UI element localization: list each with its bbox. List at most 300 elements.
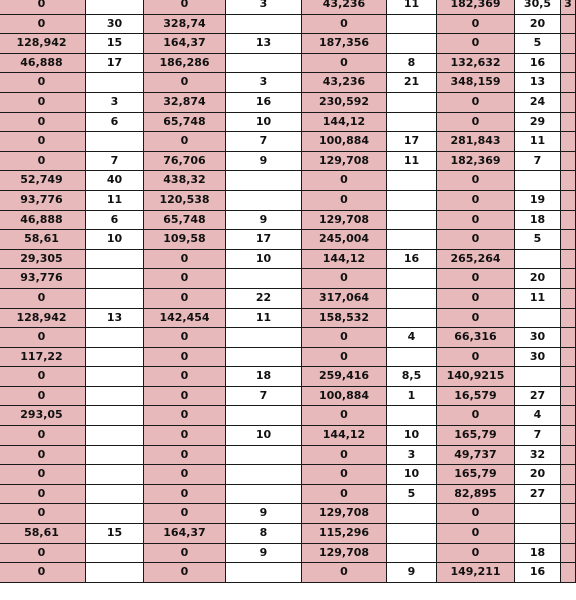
table-cell-e[interactable]: 187,356: [302, 34, 387, 54]
table-cell-i[interactable]: [561, 210, 576, 230]
table-cell-f[interactable]: [387, 524, 437, 544]
table-cell-a[interactable]: 0: [0, 484, 86, 504]
table-row: [0, 53, 576, 73]
table-row: [0, 269, 576, 289]
table-cell-i[interactable]: [561, 249, 576, 269]
table-cell-h[interactable]: 19: [515, 190, 561, 210]
table-cell-c[interactable]: 76,706: [144, 151, 226, 171]
table-cell-c[interactable]: 0: [144, 484, 226, 504]
table-cell-b[interactable]: 15: [86, 34, 144, 54]
table-cell-h[interactable]: 11: [515, 132, 561, 152]
table-cell-c[interactable]: 0: [144, 563, 226, 583]
table-cell-e[interactable]: 158,532: [302, 308, 387, 328]
table-row: [0, 0, 576, 14]
table-cell-a[interactable]: 0: [0, 504, 86, 524]
table-cell-d[interactable]: [226, 465, 302, 485]
table-cell-a[interactable]: 0: [0, 386, 86, 406]
table-cell-a[interactable]: 58,61: [0, 524, 86, 544]
table-cell-i[interactable]: [561, 92, 576, 112]
table-cell-d[interactable]: [226, 328, 302, 348]
table-cell-c[interactable]: 109,58: [144, 230, 226, 250]
table-cell-d[interactable]: [226, 406, 302, 426]
table-cell-e[interactable]: 144,12: [302, 249, 387, 269]
table-cell-f[interactable]: [387, 92, 437, 112]
table-cell-d[interactable]: [226, 563, 302, 583]
table-cell-d[interactable]: [226, 445, 302, 465]
table-cell-b[interactable]: 3: [86, 92, 144, 112]
table-cell-c[interactable]: 120,538: [144, 190, 226, 210]
table-row: [0, 151, 576, 171]
table-cell-f[interactable]: 8,5: [387, 367, 437, 387]
table-cell-h[interactable]: 27: [515, 484, 561, 504]
table-cell-i[interactable]: [561, 445, 576, 465]
table-row: [0, 347, 576, 367]
table-cell-c[interactable]: 0: [144, 386, 226, 406]
table-cell-e[interactable]: 230,592: [302, 92, 387, 112]
table-cell-h[interactable]: 18: [515, 543, 561, 563]
table-cell-h[interactable]: 7: [515, 426, 561, 446]
table-cell-h[interactable]: 32: [515, 445, 561, 465]
table-cell-h[interactable]: 11: [515, 288, 561, 308]
table-cell-i[interactable]: [561, 230, 576, 250]
table-cell-b[interactable]: [86, 426, 144, 446]
table-cell-f[interactable]: [387, 504, 437, 524]
table-cell-a[interactable]: 0: [0, 151, 86, 171]
table-cell-a[interactable]: 58,61: [0, 230, 86, 250]
table-cell-g[interactable]: 182,369: [437, 151, 515, 171]
table-row: [0, 465, 576, 485]
table-cell-i[interactable]: [561, 465, 576, 485]
table-cell-e[interactable]: 317,064: [302, 288, 387, 308]
table-cell-e[interactable]: 100,884: [302, 386, 387, 406]
table-cell-c[interactable]: 0: [144, 543, 226, 563]
table-cell-c[interactable]: 65,748: [144, 112, 226, 132]
table-cell-b[interactable]: [86, 288, 144, 308]
table-cell-g[interactable]: 0: [437, 190, 515, 210]
table-cell-g[interactable]: 149,211: [437, 563, 515, 583]
table-cell-d[interactable]: [226, 269, 302, 289]
table-cell-f[interactable]: [387, 230, 437, 250]
table-cell-h[interactable]: [515, 308, 561, 328]
table-cell-i[interactable]: [561, 190, 576, 210]
table-row: [0, 406, 576, 426]
table-cell-c[interactable]: 0: [144, 269, 226, 289]
table-cell-f[interactable]: [387, 406, 437, 426]
table-cell-i[interactable]: [561, 14, 576, 34]
table-cell-e[interactable]: 259,416: [302, 367, 387, 387]
table-cell-b[interactable]: [86, 367, 144, 387]
table-cell-i[interactable]: [561, 406, 576, 426]
table-cell-h[interactable]: 20: [515, 269, 561, 289]
table-cell-c[interactable]: 0: [144, 426, 226, 446]
table-cell-a[interactable]: 0: [0, 14, 86, 34]
table-cell-g[interactable]: 16,579: [437, 386, 515, 406]
table-cell-i[interactable]: [561, 347, 576, 367]
table-cell-e[interactable]: 0: [302, 445, 387, 465]
table-cell-d[interactable]: 13: [226, 34, 302, 54]
table-cell-h[interactable]: 20: [515, 14, 561, 34]
table-cell-b[interactable]: [86, 465, 144, 485]
table-row: [0, 14, 576, 34]
table-cell-e[interactable]: 0: [302, 53, 387, 73]
table-cell-e[interactable]: 0: [302, 347, 387, 367]
table-cell-d[interactable]: 22: [226, 288, 302, 308]
table-row: [0, 426, 576, 446]
table-cell-f[interactable]: [387, 171, 437, 191]
table-cell-f[interactable]: 16: [387, 249, 437, 269]
table-cell-a[interactable]: 128,942: [0, 308, 86, 328]
table-row: [0, 367, 576, 387]
table-cell-i[interactable]: [561, 308, 576, 328]
table-cell-a[interactable]: 0: [0, 465, 86, 485]
table-cell-a[interactable]: 0: [0, 288, 86, 308]
table-cell-f[interactable]: 5: [387, 484, 437, 504]
table-cell-b[interactable]: [86, 386, 144, 406]
table-cell-g[interactable]: 182,369: [437, 0, 515, 14]
table-cell-b[interactable]: [86, 484, 144, 504]
table-cell-d[interactable]: 7: [226, 132, 302, 152]
table-cell-d[interactable]: 3: [226, 0, 302, 14]
table-cell-a[interactable]: 46,888: [0, 53, 86, 73]
table-cell-f[interactable]: 3: [387, 445, 437, 465]
table-cell-d[interactable]: [226, 171, 302, 191]
table-cell-i[interactable]: [561, 367, 576, 387]
table-cell-a[interactable]: 0: [0, 367, 86, 387]
table-cell-c[interactable]: 65,748: [144, 210, 226, 230]
table-cell-g[interactable]: 0: [437, 288, 515, 308]
table-cell-i[interactable]: [561, 132, 576, 152]
table-cell-c[interactable]: 0: [144, 73, 226, 93]
table-row: [0, 563, 576, 583]
table-cell-e[interactable]: 144,12: [302, 112, 387, 132]
table-cell-e[interactable]: 0: [302, 563, 387, 583]
table-cell-h[interactable]: [515, 504, 561, 524]
table-cell-h[interactable]: 4: [515, 406, 561, 426]
table-cell-b[interactable]: [86, 132, 144, 152]
table-cell-c[interactable]: 0: [144, 445, 226, 465]
table-cell-e[interactable]: 43,236: [302, 0, 387, 14]
table-cell-h[interactable]: 30,5: [515, 0, 561, 14]
table-cell-i[interactable]: [561, 563, 576, 583]
table-row: [0, 210, 576, 230]
table-cell-f[interactable]: [387, 347, 437, 367]
table-cell-i[interactable]: [561, 504, 576, 524]
table-row: [0, 445, 576, 465]
table-cell-c[interactable]: 186,286: [144, 53, 226, 73]
table-cell-e[interactable]: 115,296: [302, 524, 387, 544]
table-cell-a[interactable]: 0: [0, 73, 86, 93]
table-row: [0, 328, 576, 348]
table-cell-b[interactable]: 13: [86, 308, 144, 328]
table-cell-h[interactable]: 13: [515, 73, 561, 93]
table-cell-g[interactable]: 0: [437, 112, 515, 132]
table-cell-h[interactable]: 29: [515, 112, 561, 132]
table-cell-i[interactable]: [561, 73, 576, 93]
table-cell-f[interactable]: 8: [387, 53, 437, 73]
table-row: [0, 92, 576, 112]
table-cell-a[interactable]: 29,305: [0, 249, 86, 269]
table-cell-i[interactable]: [561, 288, 576, 308]
table-cell-f[interactable]: 21: [387, 73, 437, 93]
table-row: [0, 308, 576, 328]
table-cell-i[interactable]: [561, 53, 576, 73]
table-cell-b[interactable]: 10: [86, 230, 144, 250]
table-cell-b[interactable]: 15: [86, 524, 144, 544]
table-cell-g[interactable]: 0: [437, 230, 515, 250]
table-cell-a[interactable]: 0: [0, 445, 86, 465]
table-cell-e[interactable]: 0: [302, 465, 387, 485]
table-row: [0, 73, 576, 93]
table-cell-c[interactable]: 0: [144, 406, 226, 426]
table-cell-d[interactable]: 16: [226, 92, 302, 112]
table-cell-e[interactable]: 0: [302, 14, 387, 34]
table-cell-i[interactable]: [561, 151, 576, 171]
table-cell-i[interactable]: [561, 34, 576, 54]
table-cell-e[interactable]: 0: [302, 171, 387, 191]
table-cell-g[interactable]: 49,737: [437, 445, 515, 465]
table-cell-h[interactable]: 27: [515, 386, 561, 406]
table-cell-i[interactable]: [561, 328, 576, 348]
table-cell-d[interactable]: 8: [226, 524, 302, 544]
table-cell-f[interactable]: 17: [387, 132, 437, 152]
table-cell-c[interactable]: 0: [144, 465, 226, 485]
table-cell-d[interactable]: 18: [226, 367, 302, 387]
table-cell-g[interactable]: 0: [437, 543, 515, 563]
table-cell-d[interactable]: 9: [226, 151, 302, 171]
table-cell-e[interactable]: 0: [302, 328, 387, 348]
table-cell-h[interactable]: 16: [515, 563, 561, 583]
table-cell-b[interactable]: [86, 563, 144, 583]
table-cell-b[interactable]: [86, 504, 144, 524]
table-cell-d[interactable]: 11: [226, 308, 302, 328]
table-cell-d[interactable]: 7: [226, 386, 302, 406]
table-row: [0, 230, 576, 250]
table-cell-a[interactable]: 0: [0, 328, 86, 348]
table-cell-b[interactable]: 6: [86, 210, 144, 230]
table-cell-f[interactable]: [387, 14, 437, 34]
table-cell-f[interactable]: [387, 34, 437, 54]
table-cell-d[interactable]: [226, 347, 302, 367]
table-cell-i[interactable]: 3: [561, 0, 576, 14]
table-cell-g[interactable]: 132,632: [437, 53, 515, 73]
table-cell-g[interactable]: 0: [437, 347, 515, 367]
table-cell-e[interactable]: 0: [302, 484, 387, 504]
table-cell-f[interactable]: [387, 112, 437, 132]
table-cell-f[interactable]: 9: [387, 563, 437, 583]
table-cell-e[interactable]: 144,12: [302, 426, 387, 446]
table-cell-a[interactable]: 93,776: [0, 269, 86, 289]
table-cell-h[interactable]: 24: [515, 92, 561, 112]
table-cell-f[interactable]: 4: [387, 328, 437, 348]
table-cell-f[interactable]: 11: [387, 151, 437, 171]
table-cell-a[interactable]: 0: [0, 563, 86, 583]
table-row: [0, 132, 576, 152]
table-cell-d[interactable]: 9: [226, 543, 302, 563]
table-cell-g[interactable]: 0: [437, 14, 515, 34]
table-cell-c[interactable]: 438,32: [144, 171, 226, 191]
table-cell-i[interactable]: [561, 426, 576, 446]
table-cell-g[interactable]: 348,159: [437, 73, 515, 93]
table-cell-a[interactable]: 117,22: [0, 347, 86, 367]
table-cell-b[interactable]: [86, 347, 144, 367]
table-cell-a[interactable]: 0: [0, 426, 86, 446]
table-cell-g[interactable]: 0: [437, 210, 515, 230]
table-cell-d[interactable]: 9: [226, 210, 302, 230]
table-cell-a[interactable]: 0: [0, 92, 86, 112]
table-cell-d[interactable]: [226, 190, 302, 210]
table-cell-h[interactable]: 30: [515, 347, 561, 367]
table-cell-i[interactable]: [561, 112, 576, 132]
table-cell-b[interactable]: [86, 406, 144, 426]
table-cell-b[interactable]: [86, 73, 144, 93]
table-cell-b[interactable]: 7: [86, 151, 144, 171]
table-row: [0, 249, 576, 269]
table-cell-c[interactable]: 0: [144, 132, 226, 152]
table-cell-g[interactable]: 0: [437, 406, 515, 426]
table-cell-a[interactable]: 293,05: [0, 406, 86, 426]
table-row: [0, 504, 576, 524]
table-cell-g[interactable]: 66,316: [437, 328, 515, 348]
table-cell-e[interactable]: 129,708: [302, 151, 387, 171]
table-cell-g[interactable]: 265,264: [437, 249, 515, 269]
table-cell-d[interactable]: 10: [226, 112, 302, 132]
table-cell-d[interactable]: [226, 53, 302, 73]
table-cell-h[interactable]: 30: [515, 328, 561, 348]
table-cell-a[interactable]: 0: [0, 132, 86, 152]
table-cell-c[interactable]: 32,874: [144, 92, 226, 112]
table-cell-b[interactable]: [86, 249, 144, 269]
table-cell-f[interactable]: 11: [387, 0, 437, 14]
table-cell-h[interactable]: [515, 249, 561, 269]
table-cell-c[interactable]: 0: [144, 504, 226, 524]
table-cell-e[interactable]: 0: [302, 190, 387, 210]
table-cell-g[interactable]: 82,895: [437, 484, 515, 504]
table-cell-d[interactable]: 9: [226, 504, 302, 524]
table-cell-c[interactable]: 328,74: [144, 14, 226, 34]
table-cell-a[interactable]: 93,776: [0, 190, 86, 210]
table-cell-d[interactable]: [226, 14, 302, 34]
table-cell-b[interactable]: 11: [86, 190, 144, 210]
table-row: [0, 484, 576, 504]
table-cell-h[interactable]: 7: [515, 151, 561, 171]
table-cell-i[interactable]: [561, 484, 576, 504]
table-cell-b[interactable]: 17: [86, 53, 144, 73]
table-cell-b[interactable]: [86, 328, 144, 348]
table-cell-e[interactable]: 245,004: [302, 230, 387, 250]
table-cell-f[interactable]: [387, 308, 437, 328]
table-cell-h[interactable]: [515, 524, 561, 544]
table-cell-i[interactable]: [561, 269, 576, 289]
table-cell-b[interactable]: [86, 0, 144, 14]
table-cell-c[interactable]: 0: [144, 249, 226, 269]
table-cell-f[interactable]: 1: [387, 386, 437, 406]
table-cell-c[interactable]: 0: [144, 288, 226, 308]
table-cell-e[interactable]: 0: [302, 406, 387, 426]
table-cell-f[interactable]: [387, 269, 437, 289]
table-cell-g[interactable]: 165,79: [437, 465, 515, 485]
table-cell-g[interactable]: 140,9215: [437, 367, 515, 387]
table-cell-d[interactable]: 3: [226, 73, 302, 93]
table-cell-g[interactable]: 0: [437, 34, 515, 54]
table-row: [0, 288, 576, 308]
table-cell-f[interactable]: [387, 210, 437, 230]
table-cell-e[interactable]: 129,708: [302, 210, 387, 230]
table-cell-d[interactable]: 17: [226, 230, 302, 250]
table-row: [0, 112, 576, 132]
table-cell-a[interactable]: 128,942: [0, 34, 86, 54]
table-cell-b[interactable]: [86, 269, 144, 289]
table-cell-f[interactable]: [387, 543, 437, 563]
table-cell-f[interactable]: 10: [387, 465, 437, 485]
table-cell-g[interactable]: 0: [437, 524, 515, 544]
table-cell-c[interactable]: 164,37: [144, 524, 226, 544]
table-cell-g[interactable]: 281,843: [437, 132, 515, 152]
table-cell-b[interactable]: [86, 445, 144, 465]
table-cell-i[interactable]: [561, 524, 576, 544]
table-cell-a[interactable]: 0: [0, 543, 86, 563]
table-cell-c[interactable]: 0: [144, 328, 226, 348]
table-cell-c[interactable]: 0: [144, 0, 226, 14]
table-cell-d[interactable]: 10: [226, 426, 302, 446]
table-cell-c[interactable]: 164,37: [144, 34, 226, 54]
table-cell-c[interactable]: 0: [144, 347, 226, 367]
table-cell-g[interactable]: 165,79: [437, 426, 515, 446]
table-cell-c[interactable]: 142,454: [144, 308, 226, 328]
table-cell-h[interactable]: [515, 171, 561, 191]
table-row: [0, 190, 576, 210]
table-cell-e[interactable]: 129,708: [302, 504, 387, 524]
table-cell-a[interactable]: 0: [0, 112, 86, 132]
table-row: [0, 34, 576, 54]
table-cell-e[interactable]: 43,236: [302, 73, 387, 93]
table-cell-d[interactable]: 10: [226, 249, 302, 269]
table-row: [0, 386, 576, 406]
table-cell-i[interactable]: [561, 543, 576, 563]
table-cell-h[interactable]: 16: [515, 53, 561, 73]
table-cell-b[interactable]: 40: [86, 171, 144, 191]
table-cell-g[interactable]: 0: [437, 504, 515, 524]
table-cell-h[interactable]: 20: [515, 465, 561, 485]
table-cell-b[interactable]: 30: [86, 14, 144, 34]
table-cell-a[interactable]: 46,888: [0, 210, 86, 230]
table-cell-f[interactable]: [387, 288, 437, 308]
table-cell-a[interactable]: 0: [0, 0, 86, 14]
table-cell-d[interactable]: [226, 484, 302, 504]
table-cell-f[interactable]: [387, 190, 437, 210]
table-cell-a[interactable]: 52,749: [0, 171, 86, 191]
table-cell-g[interactable]: 0: [437, 171, 515, 191]
table-cell-f[interactable]: 10: [387, 426, 437, 446]
table-cell-h[interactable]: 5: [515, 34, 561, 54]
table-cell-e[interactable]: 0: [302, 269, 387, 289]
table-cell-h[interactable]: 18: [515, 210, 561, 230]
table-row: [0, 524, 576, 544]
table-cell-h[interactable]: 5: [515, 230, 561, 250]
table-cell-g[interactable]: 0: [437, 269, 515, 289]
table-cell-g[interactable]: 0: [437, 308, 515, 328]
table-cell-b[interactable]: 6: [86, 112, 144, 132]
table-cell-c[interactable]: 0: [144, 367, 226, 387]
table-cell-i[interactable]: [561, 171, 576, 191]
table-cell-e[interactable]: 100,884: [302, 132, 387, 152]
table-row: [0, 171, 576, 191]
table-cell-b[interactable]: [86, 543, 144, 563]
table-cell-h[interactable]: [515, 367, 561, 387]
table-row: [0, 543, 576, 563]
table-cell-e[interactable]: 129,708: [302, 543, 387, 563]
table-cell-g[interactable]: 0: [437, 92, 515, 112]
table-cell-i[interactable]: [561, 386, 576, 406]
